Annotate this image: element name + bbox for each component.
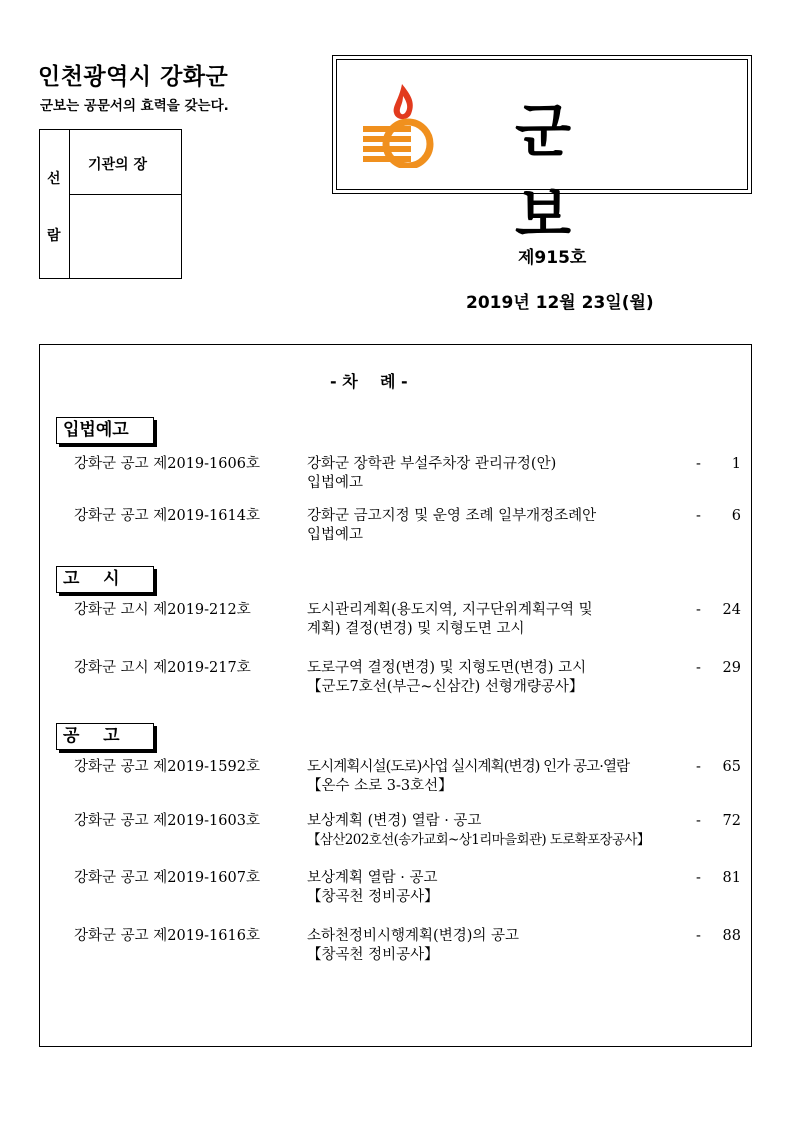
entry-subtitle: 【삼산202호선(송가교회~상1리마을회관) 도로확포장공사】 [307, 832, 650, 848]
circulation-box [39, 129, 182, 279]
entry-leader: - [696, 508, 701, 524]
entry-page-number: 72 [722, 813, 741, 829]
entry-title: 도시계획시설(도로)사업 실시계획(변경) 인가 공고·열람 [307, 759, 630, 775]
entry-leader: - [696, 813, 701, 829]
entry-page-number: 6 [731, 508, 741, 524]
entry-page-number: 1 [731, 456, 741, 472]
gazette-title: 군보 [515, 97, 648, 249]
entry-subtitle: 【창곡천 정비공사】 [307, 947, 439, 963]
entry-reference: 강화군 공고 제2019-1614호 [74, 508, 260, 524]
entry-subtitle: 【온수 소로 3-3호선】 [307, 778, 453, 794]
circulation-row-divider [69, 194, 181, 195]
entry-reference: 강화군 공고 제2019-1592호 [74, 759, 260, 775]
entry-leader: - [696, 456, 701, 472]
circulation-divider [69, 130, 70, 278]
toc-title: - 차 례 - [330, 372, 408, 391]
entry-title: 보상계획 열람 · 공고 [307, 870, 438, 886]
entry-title: 도시관리계획(용도지역, 지구단위계획구역 및 [307, 602, 593, 618]
issue-date: 2019년 12월 23일(월) [466, 293, 654, 313]
entry-subtitle: 입법예고 [307, 527, 364, 543]
entry-leader: - [696, 870, 701, 886]
entry-page-number: 24 [722, 602, 741, 618]
entry-leader: - [696, 928, 701, 944]
entry-page-number: 88 [722, 928, 741, 944]
entry-subtitle: 계획) 결정(변경) 및 지형도면 고시 [307, 621, 525, 637]
entry-reference: 강화군 공고 제2019-1607호 [74, 870, 260, 886]
entry-reference: 강화군 고시 제2019-217호 [74, 660, 251, 676]
entry-page-number: 65 [722, 759, 741, 775]
org-title: 인천광역시 강화군 [38, 64, 229, 90]
section-label-announcement: 공 고 [56, 723, 154, 750]
entry-reference: 강화군 고시 제2019-212호 [74, 602, 251, 618]
county-emblem-icon [359, 82, 445, 168]
section-label-legislative-notice: 입법예고 [56, 417, 154, 444]
entry-reference: 강화군 공고 제2019-1603호 [74, 813, 260, 829]
gazette-title-box [332, 55, 752, 249]
org-subtitle: 군보는 공문서의 효력을 갖는다. [40, 98, 229, 114]
table-of-contents [39, 344, 752, 1047]
entry-reference: 강화군 공고 제2019-1606호 [74, 456, 260, 472]
entry-page-number: 81 [722, 870, 741, 886]
circulation-label-1: 선 [47, 171, 61, 187]
entry-leader: - [696, 602, 701, 618]
entry-leader: - [696, 660, 701, 676]
entry-title: 강화군 금고지정 및 운영 조례 일부개정조례안 [307, 508, 597, 524]
entry-page-number: 29 [722, 660, 741, 676]
circulation-head-label: 기관의 장 [88, 157, 147, 173]
entry-subtitle: 【군도7호선(부근~신삼간) 선형개량공사】 [307, 679, 584, 695]
entry-title: 소하천정비시행계획(변경)의 공고 [307, 928, 520, 944]
entry-title: 보상계획 (변경) 열람 · 공고 [307, 813, 482, 829]
circulation-label-2: 람 [47, 228, 61, 244]
entry-reference: 강화군 공고 제2019-1616호 [74, 928, 260, 944]
entry-subtitle: 입법예고 [307, 475, 364, 491]
entry-subtitle: 【창곡천 정비공사】 [307, 889, 439, 905]
entry-title: 도로구역 결정(변경) 및 지형도면(변경) 고시 [307, 660, 587, 676]
entry-leader: - [696, 759, 701, 775]
section-label-public-notice: 고 시 [56, 566, 154, 593]
entry-title: 강화군 장학관 부설주차장 관리규정(안) [307, 456, 557, 472]
issue-number: 제915호 [518, 248, 587, 268]
